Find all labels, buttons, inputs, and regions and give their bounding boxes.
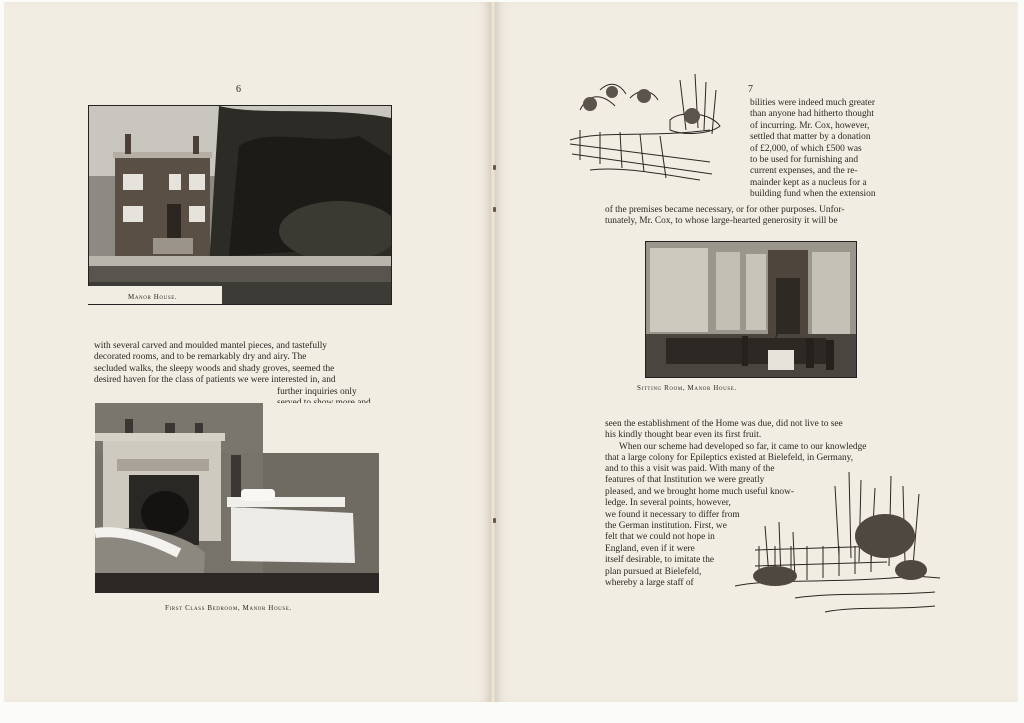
text-line: secluded walks, the sleepy woods and shady groves, seemed the bbox=[94, 363, 335, 374]
text-line: of the premises became necessary, or for other purposes. Unfor- bbox=[605, 205, 845, 215]
text-line: further inquiries only bbox=[277, 387, 357, 397]
text-line: and to this a visit was paid. With many of the bbox=[605, 464, 775, 474]
sitting-room-photo bbox=[645, 241, 857, 378]
right-top-narrow-paragraph bbox=[750, 98, 895, 201]
right-middle-paragraph bbox=[605, 419, 897, 465]
text-line: settled that matter by a donation bbox=[750, 132, 871, 143]
text-line: seen the establishment of the Home was due, did not live to see bbox=[605, 419, 843, 429]
text-line: bilities were indeed much greater bbox=[750, 98, 875, 108]
text-line: to be used for furnishing and bbox=[750, 155, 859, 166]
text-line: than anyone had hitherto thought bbox=[750, 109, 874, 120]
text-line: features of that Institution we were greatly bbox=[605, 475, 765, 486]
text-line: that a large colony for Epileptics existed at Bielefeld, in Germany, bbox=[605, 453, 854, 464]
text-line: felt that we could not hope in bbox=[605, 532, 715, 543]
staple-mid bbox=[493, 207, 496, 212]
text-line: itself desirable, to imitate the bbox=[605, 555, 715, 566]
manor-house-caption: Manor House. bbox=[128, 293, 178, 301]
page-number-right: 7 bbox=[748, 84, 753, 95]
text-line: When our scheme had developed so far, it came to our knowledge bbox=[619, 441, 867, 452]
left-body-paragraph bbox=[94, 341, 384, 387]
right-top-wide-paragraph bbox=[605, 205, 895, 228]
manor-house-photo bbox=[88, 105, 392, 305]
text-line: ledge. In several points, however, bbox=[605, 498, 731, 509]
text-line: pleased, and we brought home much useful know- bbox=[605, 486, 795, 497]
text-line: tunately, Mr. Cox, to whose large-hearted generosity it will be bbox=[605, 216, 838, 227]
sitting-room-caption: Sitting Room, Manor House. bbox=[637, 384, 737, 392]
text-line: decorated rooms, and to be remarkably dry and airy. The bbox=[94, 352, 307, 363]
book-gutter bbox=[490, 2, 496, 702]
text-line: current expenses, and the re- bbox=[750, 166, 858, 177]
text-line: of incurring. Mr. Cox, however, bbox=[750, 120, 870, 131]
page-number-left: 6 bbox=[236, 84, 241, 95]
text-line: plan pursued at Bielefeld, bbox=[605, 566, 702, 577]
staple-top bbox=[493, 165, 496, 170]
bedroom-caption: First Class Bedroom, Manor House. bbox=[165, 604, 292, 612]
text-line: England, even if it were bbox=[605, 543, 695, 554]
text-line: his kindly thought bear even its first fruit. bbox=[605, 430, 762, 441]
text-line: desired haven for the class of patients we were interested in, and bbox=[94, 375, 336, 386]
text-line: with several carved and moulded mantel pieces, and tastefully bbox=[94, 341, 327, 351]
bedroom-photo bbox=[95, 403, 379, 593]
garden-fence-illustration bbox=[560, 70, 742, 192]
text-line: the German institution. First, we bbox=[605, 521, 727, 532]
text-line: we found it necessary to differ from bbox=[605, 509, 740, 520]
staple-bottom bbox=[493, 518, 496, 523]
garden-gate-illustration bbox=[735, 466, 945, 622]
text-line: whereby a large staff of bbox=[605, 578, 694, 589]
text-line: mainder kept as a nucleus for a bbox=[750, 177, 867, 188]
text-line: building fund when the extension bbox=[750, 189, 876, 200]
text-line: of £2,000, of which £500 was bbox=[750, 143, 862, 154]
